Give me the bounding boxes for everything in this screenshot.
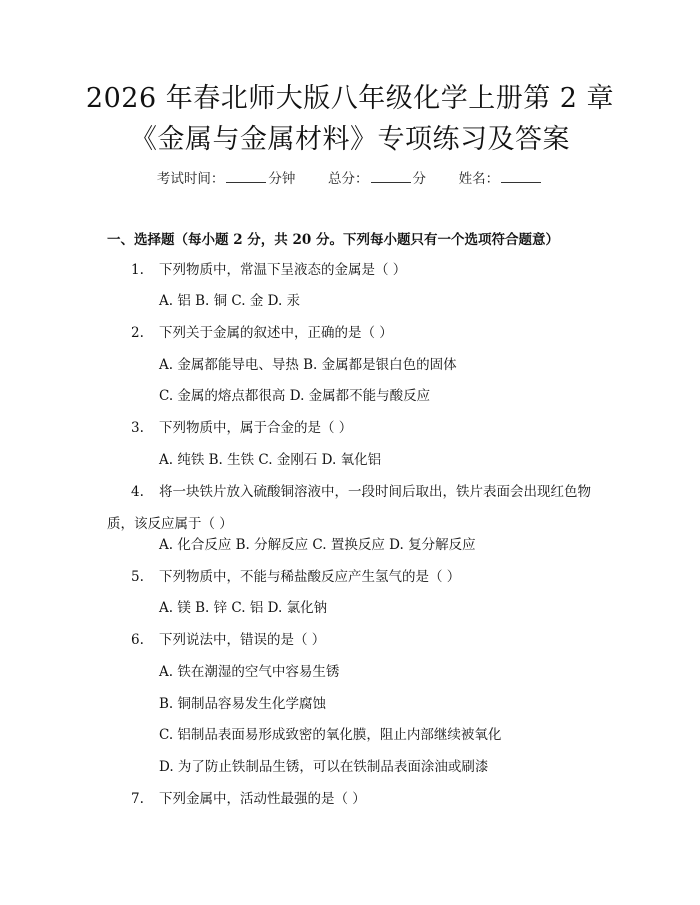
question-text: 下列说法中，错误的是（ ） <box>159 632 326 648</box>
question-number: 3. <box>131 420 144 436</box>
score-unit: 分 <box>412 171 426 187</box>
question-stem <box>131 418 352 438</box>
question-stem <box>131 260 406 280</box>
document-title-line1: 2026 年春北师大版八年级化学上册第 2 章 <box>85 83 615 114</box>
question-options: A. 金属都能导电、导热 B. 金属都是银白色的固体 <box>159 357 457 373</box>
question-stem <box>131 323 393 343</box>
score-blank <box>371 169 411 183</box>
question-number: 1. <box>131 262 144 278</box>
time-label: 考试时间： <box>156 171 225 187</box>
question-options: A. 铝 B. 铜 C. 金 D. 汞 <box>159 293 301 309</box>
document-title-line2: 《金属与金属材料》专项练习及答案 <box>130 124 570 155</box>
question-stem <box>107 476 595 540</box>
question-number: 2. <box>131 325 144 341</box>
question-text: 将一块铁片放入硫酸铜溶液中，一段时间后取出，铁片表面会出现红色物质，该反应属于（ ） <box>107 484 591 532</box>
exam-meta-line <box>0 169 700 189</box>
question-text: 下列关于金属的叙述中，正确的是（ ） <box>159 325 393 341</box>
question-options: C. 金属的熔点都很高 D. 金属都不能与酸反应 <box>159 388 431 404</box>
question-stem <box>131 789 366 809</box>
question-text: 下列金属中，活动性最强的是（ ） <box>159 791 366 807</box>
question-stem <box>131 630 325 650</box>
score-label: 总分： <box>328 171 369 187</box>
question-text: 下列物质中，属于合金的是（ ） <box>159 420 353 436</box>
question-text: 下列物质中，常温下呈液态的金属是（ ） <box>159 262 407 278</box>
question-number: 7. <box>131 791 144 807</box>
question-options: A. 化合反应 B. 分解反应 C. 置换反应 D. 复分解反应 <box>159 537 476 553</box>
time-blank <box>226 169 266 183</box>
question-options: A. 镁 B. 锌 C. 铝 D. 氯化钠 <box>159 600 328 616</box>
question-text: 下列物质中，不能与稀盐酸反应产生氢气的是（ ） <box>159 569 461 585</box>
question-options: C. 铝制品表面易形成致密的氧化膜，阻止内部继续被氧化 <box>159 727 502 743</box>
question-options: A. 铁在潮湿的空气中容易生锈 <box>159 664 340 680</box>
name-label: 姓名： <box>458 171 500 187</box>
question-number: 4. <box>131 484 144 500</box>
question-number: 5. <box>131 569 144 585</box>
question-options: A. 纯铁 B. 生铁 C. 金刚石 D. 氧化铝 <box>159 452 382 468</box>
time-unit: 分钟 <box>268 171 296 187</box>
section-heading: 一、选择题（每小题 2 分，共 20 分。下列每小题只有一个选项符合题意） <box>107 232 559 248</box>
question-options: D. 为了防止铁制品生锈，可以在铁制品表面涂油或刷漆 <box>159 759 489 775</box>
question-stem <box>131 567 460 587</box>
question-options: B. 铜制品容易发生化学腐蚀 <box>159 696 327 712</box>
name-blank <box>501 169 541 183</box>
question-number: 6. <box>131 632 144 648</box>
